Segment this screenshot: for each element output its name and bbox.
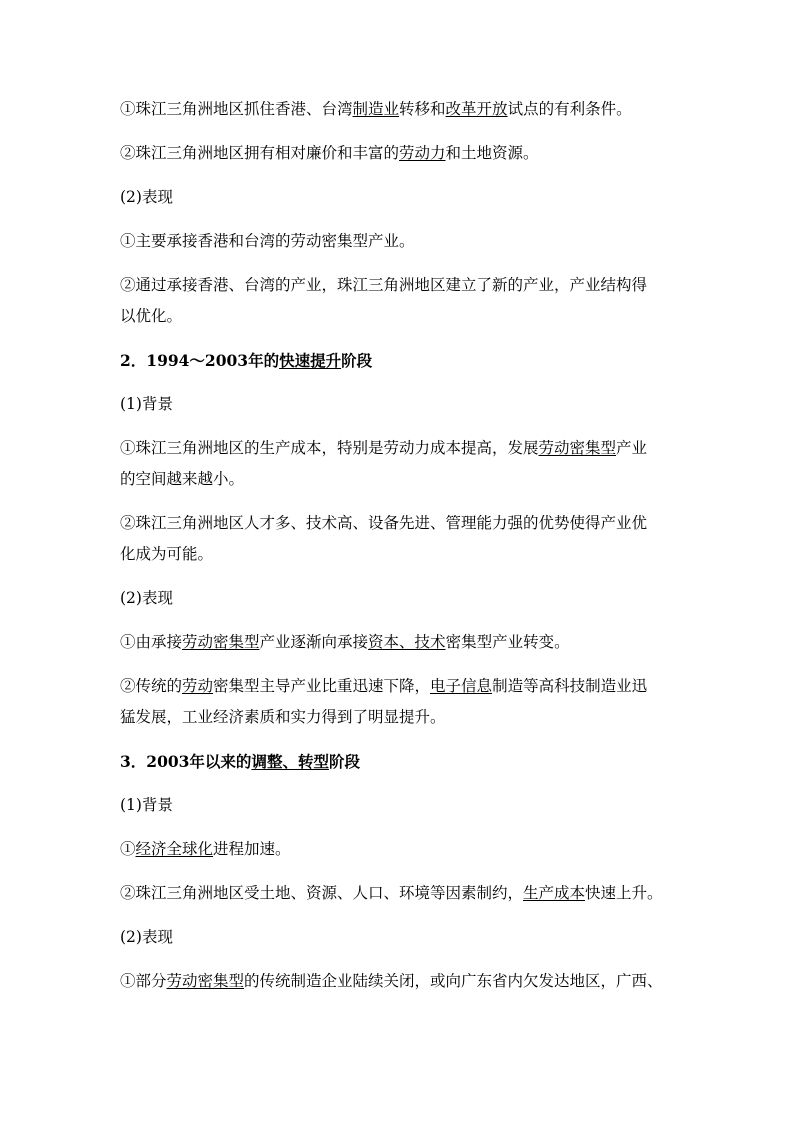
underlined-term: 劳动密集型 bbox=[538, 439, 617, 457]
text-run: ②通过承接香港、台湾的产业，珠江三角洲地区建立了新的产业，产业结构得 bbox=[120, 276, 648, 294]
underlined-term: 劳动 bbox=[182, 677, 214, 695]
text-line bbox=[120, 270, 690, 301]
text-run: 进程加速。 bbox=[213, 840, 291, 858]
text-run: 2．1994～2003年的 bbox=[120, 351, 280, 370]
text-run: ① bbox=[120, 840, 136, 858]
text-line bbox=[120, 702, 690, 733]
paragraph bbox=[120, 583, 690, 614]
paragraph bbox=[120, 627, 690, 658]
text-line bbox=[120, 389, 690, 420]
text-run: ①部分 bbox=[120, 972, 167, 990]
paragraph bbox=[120, 433, 690, 495]
text-run: ②珠江三角洲地区人才多、技术高、设备先进、管理能力强的优势使得产业优 bbox=[120, 514, 648, 532]
text-line bbox=[120, 226, 690, 257]
text-run: (2)表现 bbox=[120, 928, 173, 946]
underlined-term: 快速提升 bbox=[279, 351, 342, 370]
text-run: 阶段 bbox=[328, 752, 360, 771]
paragraph bbox=[120, 671, 690, 733]
text-line bbox=[120, 94, 690, 125]
section-heading bbox=[120, 746, 690, 777]
paragraph bbox=[120, 790, 690, 821]
text-run: 密集型主导产业比重迅速下降， bbox=[213, 677, 431, 695]
text-line bbox=[120, 746, 690, 777]
text-line bbox=[120, 627, 690, 658]
text-run: 产业逐渐向承接 bbox=[259, 633, 369, 651]
text-line bbox=[120, 583, 690, 614]
text-line bbox=[120, 922, 690, 953]
text-run: 制造等高科技制造业迅 bbox=[492, 677, 648, 695]
underlined-term: 经济全球化 bbox=[135, 840, 214, 858]
paragraph bbox=[120, 270, 690, 332]
text-line bbox=[120, 464, 690, 495]
underlined-term: 劳动密集型 bbox=[166, 972, 245, 990]
section-heading bbox=[120, 345, 690, 376]
text-run: (1)背景 bbox=[120, 395, 173, 413]
text-run: ②珠江三角洲地区受土地、资源、人口、环境等因素制约， bbox=[120, 884, 524, 902]
text-run: 快速上升。 bbox=[585, 884, 663, 902]
text-line bbox=[120, 966, 690, 997]
underlined-term: 劳动力 bbox=[399, 144, 446, 162]
text-run: 的空间越来越小。 bbox=[120, 470, 245, 488]
text-run: (2)表现 bbox=[120, 589, 173, 607]
underlined-term: 制造业 bbox=[352, 100, 400, 118]
text-run: ①由承接 bbox=[120, 633, 183, 651]
text-run: ①珠江三角洲地区的生产成本，特别是劳动力成本提高，发展 bbox=[120, 439, 539, 457]
text-run: 产业 bbox=[616, 439, 648, 457]
text-line bbox=[120, 345, 690, 376]
document-page bbox=[120, 94, 690, 997]
text-run: 阶段 bbox=[341, 351, 373, 370]
paragraph bbox=[120, 834, 690, 865]
underlined-term: 生产成本 bbox=[523, 884, 586, 902]
text-run: 化成为可能。 bbox=[120, 545, 214, 563]
underlined-term: 改革开放 bbox=[445, 100, 508, 118]
text-run: 的传统制造企业陆续关闭，或向广东省内欠发达地区，广西、 bbox=[244, 972, 663, 990]
text-run: 以优化。 bbox=[120, 307, 183, 325]
paragraph bbox=[120, 878, 690, 909]
text-run: ①主要承接香港和台湾的劳动密集型产业。 bbox=[120, 232, 415, 250]
text-run: (1)背景 bbox=[120, 796, 173, 814]
text-line bbox=[120, 508, 690, 539]
text-line bbox=[120, 671, 690, 702]
underlined-term: 劳动密集型 bbox=[182, 633, 260, 651]
text-line bbox=[120, 433, 690, 464]
text-line bbox=[120, 138, 690, 169]
underlined-term: 调整、转型 bbox=[251, 752, 329, 771]
paragraph bbox=[120, 94, 690, 125]
text-run: ②珠江三角洲地区拥有相对廉价和丰富的 bbox=[120, 144, 400, 162]
paragraph bbox=[120, 138, 690, 169]
text-run: 和土地资源。 bbox=[445, 144, 539, 162]
text-run: 猛发展，工业经济素质和实力得到了明显提升。 bbox=[120, 708, 446, 726]
paragraph bbox=[120, 966, 690, 997]
text-run: 转移和 bbox=[399, 100, 446, 118]
text-line bbox=[120, 790, 690, 821]
text-line bbox=[120, 539, 690, 570]
text-line bbox=[120, 182, 690, 213]
text-line bbox=[120, 834, 690, 865]
underlined-term: 资本、技术 bbox=[368, 633, 446, 651]
paragraph bbox=[120, 226, 690, 257]
underlined-term: 电子信息 bbox=[430, 677, 493, 695]
paragraph bbox=[120, 389, 690, 420]
text-run: ①珠江三角洲地区抓住香港、台湾 bbox=[120, 100, 353, 118]
text-run: (2)表现 bbox=[120, 188, 173, 206]
text-run: 试点的有利条件。 bbox=[507, 100, 632, 118]
text-line bbox=[120, 878, 690, 909]
text-line bbox=[120, 301, 690, 332]
text-run: 3．2003年以来的 bbox=[120, 752, 252, 771]
text-run: ②传统的 bbox=[120, 677, 183, 695]
paragraph bbox=[120, 922, 690, 953]
text-run: 密集型产业转变。 bbox=[445, 633, 570, 651]
paragraph bbox=[120, 182, 690, 213]
paragraph bbox=[120, 508, 690, 570]
